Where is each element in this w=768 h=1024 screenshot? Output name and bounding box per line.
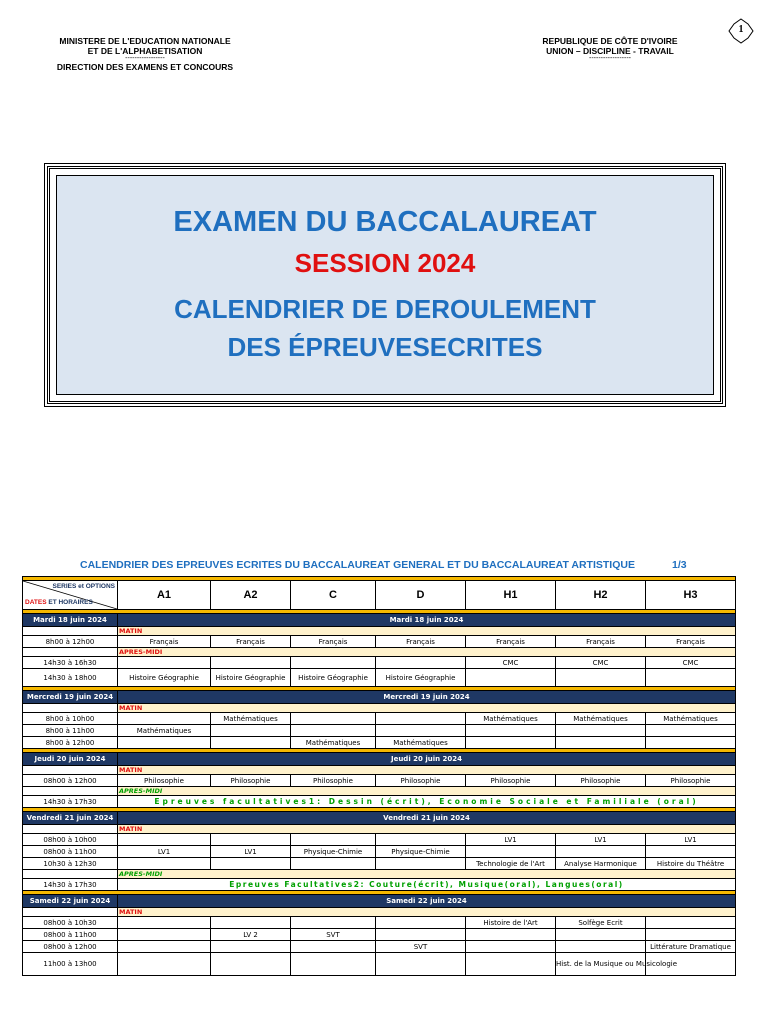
calendar-caption: CALENDRIER DES EPREUVES ECRITES DU BACCALAUREAT GENERAL ET DU BACCALAUREAT ARTISTIQUE — [80, 559, 635, 571]
republic-motto: UNION – DISCIPLINE - TRAVAIL — [546, 46, 674, 56]
page-number: 1 — [738, 24, 744, 35]
day-row — [23, 691, 736, 704]
table-row — [23, 636, 736, 648]
table-cell: Français — [211, 636, 291, 648]
table-cell: LV1 — [646, 834, 736, 846]
day-row — [23, 812, 736, 825]
table-cell: CMC — [556, 657, 646, 669]
table-row — [23, 834, 736, 846]
table-cell: LV1 — [118, 846, 211, 858]
session-title: SESSION 2024 — [294, 248, 476, 278]
table-cell: 08h00 à 11h00 — [23, 846, 118, 858]
table-row — [23, 917, 736, 929]
table-cell — [466, 737, 556, 749]
table-row — [23, 858, 736, 870]
table-row — [23, 669, 736, 687]
table-cell — [376, 834, 466, 846]
table-cell: 08h00 à 12h00 — [23, 941, 118, 953]
table-cell — [211, 657, 291, 669]
column-header: H3 — [646, 581, 736, 610]
table-cell: LV1 — [556, 834, 646, 846]
afternoon-label: APRES-MIDI — [118, 787, 736, 796]
separator-dashes: ----------------- — [125, 55, 165, 62]
table-cell: Littérature Dramatique — [646, 941, 736, 953]
table-cell — [646, 737, 736, 749]
table-cell: 08h00 à 12h00 — [23, 775, 118, 787]
table-cell — [291, 917, 376, 929]
table-cell — [211, 917, 291, 929]
table-cell — [376, 917, 466, 929]
column-header: A1 — [118, 581, 211, 610]
table-row — [23, 953, 736, 976]
table-cell — [118, 657, 211, 669]
optional-exams-1: Epreuves facultatives1: Dessin (écrit), Economie Sociale et Familiale (oral) — [118, 796, 736, 808]
day-label: Samedi 22 juin 2024 — [23, 895, 118, 908]
table-cell: Mathématiques — [466, 713, 556, 725]
optional-exams-2: Epreuves Facultatives2: Couture(écrit), Musique(oral), Langues(oral) — [118, 879, 736, 891]
table-row — [23, 725, 736, 737]
table-cell: Philosophie — [646, 775, 736, 787]
table-cell: Technologie de l'Art — [466, 858, 556, 870]
republic-name: REPUBLIQUE DE CÔTE D'IVOIRE — [542, 36, 678, 46]
table-cell: Philosophie — [466, 775, 556, 787]
exam-calendar-table — [22, 576, 736, 976]
table-cell: Histoire Géographie — [376, 669, 466, 687]
table-cell — [291, 657, 376, 669]
table-cell — [291, 834, 376, 846]
table-cell: 8h00 à 12h00 — [23, 636, 118, 648]
table-cell: 14h30 à 17h30 — [23, 796, 118, 808]
table-cell: Philosophie — [118, 775, 211, 787]
column-header: A2 — [211, 581, 291, 610]
calendar-page-indicator: 1/3 — [672, 559, 687, 571]
table-cell — [291, 953, 376, 976]
table-cell — [556, 737, 646, 749]
table-cell: Français — [466, 636, 556, 648]
day-label: Mercredi 19 juin 2024 — [23, 691, 118, 704]
table-cell: Histoire Géographie — [291, 669, 376, 687]
table-row — [23, 737, 736, 749]
table-cell: Philosophie — [376, 775, 466, 787]
table-cell: Physique-Chimie — [376, 846, 466, 858]
table-cell: 14h30 à 17h30 — [23, 879, 118, 891]
table-cell: Mathématiques — [556, 713, 646, 725]
table-cell: Mathématiques — [646, 713, 736, 725]
exam-title: EXAMEN DU BACCALAUREAT — [173, 206, 597, 238]
table-cell: Français — [291, 636, 376, 648]
table-cell — [646, 669, 736, 687]
table-cell: LV1 — [466, 834, 556, 846]
table-cell: Histoire de l'Art — [466, 917, 556, 929]
day-banner: Vendredi 21 juin 2024 — [118, 812, 736, 825]
title-box — [56, 175, 714, 395]
dates-label: DATES ET HORAIRES — [25, 599, 93, 606]
table-cell — [291, 713, 376, 725]
table-cell: 14h30 à 16h30 — [23, 657, 118, 669]
table-cell — [118, 953, 211, 976]
calendar-title-line1: CALENDRIER DE DEROULEMENT — [174, 294, 596, 324]
table-cell — [376, 725, 466, 737]
table-cell — [118, 713, 211, 725]
calendar-title-line2: DES ÉPREUVESECRITES — [227, 332, 543, 362]
table-cell — [211, 953, 291, 976]
corner-header — [23, 581, 118, 610]
column-header: D — [376, 581, 466, 610]
table-row — [23, 657, 736, 669]
table-cell — [466, 669, 556, 687]
table-cell — [211, 737, 291, 749]
morning-label: MATIN — [118, 766, 736, 775]
table-row — [23, 846, 736, 858]
table-cell: 11h00 à 13h00 — [23, 953, 118, 976]
table-cell: Français — [556, 636, 646, 648]
morning-label: MATIN — [118, 825, 736, 834]
table-cell — [556, 941, 646, 953]
table-cell: Philosophie — [291, 775, 376, 787]
morning-label: MATIN — [118, 704, 736, 713]
table-cell: Mathématiques — [376, 737, 466, 749]
morning-label: MATIN — [118, 627, 736, 636]
table-cell: SVT — [291, 929, 376, 941]
table-cell — [466, 725, 556, 737]
republic-header — [520, 36, 700, 62]
table-cell: 08h00 à 10h30 — [23, 917, 118, 929]
table-cell: Français — [376, 636, 466, 648]
table-cell — [118, 834, 211, 846]
table-cell: Physique-Chimie — [291, 846, 376, 858]
table-cell: LV1 — [211, 846, 291, 858]
table-cell — [556, 725, 646, 737]
table-row — [23, 775, 736, 787]
table-cell: Français — [646, 636, 736, 648]
table-cell — [211, 858, 291, 870]
table-cell — [556, 929, 646, 941]
table-cell — [376, 953, 466, 976]
ministry-name: MINISTERE DE L'EDUCATION NATIONALE — [59, 36, 231, 46]
table-cell: 08h00 à 10h00 — [23, 834, 118, 846]
table-cell — [556, 846, 646, 858]
direction-name: DIRECTION DES EXAMENS ET CONCOURS — [56, 62, 234, 72]
table-cell — [646, 846, 736, 858]
table-cell: Solfège Ecrit — [556, 917, 646, 929]
table-row — [23, 941, 736, 953]
column-header-row — [23, 581, 736, 610]
table-cell: 10h30 à 12h30 — [23, 858, 118, 870]
table-cell — [646, 917, 736, 929]
ministry-name-2: ET DE L'ALPHABETISATION — [87, 46, 203, 56]
table-cell: 8h00 à 10h00 — [23, 713, 118, 725]
table-cell — [211, 834, 291, 846]
table-cell — [118, 858, 211, 870]
table-cell: Français — [118, 636, 211, 648]
table-cell: Mathématiques — [118, 725, 211, 737]
table-cell — [466, 941, 556, 953]
table-cell — [118, 737, 211, 749]
table-cell: Philosophie — [211, 775, 291, 787]
table-row — [23, 929, 736, 941]
afternoon-label: APRES-MIDI — [118, 648, 736, 657]
table-cell: 14h30 à 18h00 — [23, 669, 118, 687]
table-cell: 8h00 à 12h00 — [23, 737, 118, 749]
table-cell: 8h00 à 11h00 — [23, 725, 118, 737]
column-header: H2 — [556, 581, 646, 610]
column-header: H1 — [466, 581, 556, 610]
table-cell: 08h00 à 11h00 — [23, 929, 118, 941]
table-row — [23, 713, 736, 725]
day-banner: Jeudi 20 juin 2024 — [118, 753, 736, 766]
day-row — [23, 614, 736, 627]
day-label: Mardi 18 juin 2024 — [23, 614, 118, 627]
table-cell — [376, 713, 466, 725]
table-cell — [291, 725, 376, 737]
table-cell — [118, 929, 211, 941]
table-cell — [211, 941, 291, 953]
series-label: SERIES et OPTIONS — [52, 583, 115, 590]
day-row — [23, 895, 736, 908]
table-cell — [211, 725, 291, 737]
day-banner: Samedi 22 juin 2024 — [118, 895, 736, 908]
table-cell — [376, 858, 466, 870]
table-cell — [466, 846, 556, 858]
table-cell: Histoire du Théâtre — [646, 858, 736, 870]
morning-label: MATIN — [118, 908, 736, 917]
table-cell — [118, 917, 211, 929]
table-cell: CMC — [646, 657, 736, 669]
table-cell: Mathématiques — [291, 737, 376, 749]
page-number-badge — [728, 18, 754, 44]
day-label: Vendredi 21 juin 2024 — [23, 812, 118, 825]
day-banner: Mercredi 19 juin 2024 — [118, 691, 736, 704]
day-label: Jeudi 20 juin 2024 — [23, 753, 118, 766]
table-cell: SVT — [376, 941, 466, 953]
table-cell — [646, 929, 736, 941]
table-cell: Histoire Géographie — [118, 669, 211, 687]
table-cell — [466, 929, 556, 941]
table-cell — [291, 941, 376, 953]
table-cell — [376, 657, 466, 669]
afternoon-label: APRES-MIDI — [118, 870, 736, 879]
table-cell: Hist. de la Musique ou Musicologie — [556, 953, 646, 976]
table-cell: Analyse Harmonique — [556, 858, 646, 870]
table-cell — [556, 669, 646, 687]
column-header: C — [291, 581, 376, 610]
day-banner: Mardi 18 juin 2024 — [118, 614, 736, 627]
table-cell — [376, 929, 466, 941]
table-cell — [118, 941, 211, 953]
table-cell — [466, 953, 556, 976]
table-cell: LV 2 — [211, 929, 291, 941]
day-row — [23, 753, 736, 766]
table-cell — [291, 858, 376, 870]
separator-dashes: ------------------ — [589, 55, 631, 62]
table-row — [23, 879, 736, 891]
table-cell: Philosophie — [556, 775, 646, 787]
table-row — [23, 796, 736, 808]
table-cell: Mathématiques — [211, 713, 291, 725]
table-cell — [646, 725, 736, 737]
table-cell: CMC — [466, 657, 556, 669]
table-cell: Histoire Géographie — [211, 669, 291, 687]
title-frame — [47, 166, 723, 404]
ministry-header — [50, 36, 240, 72]
